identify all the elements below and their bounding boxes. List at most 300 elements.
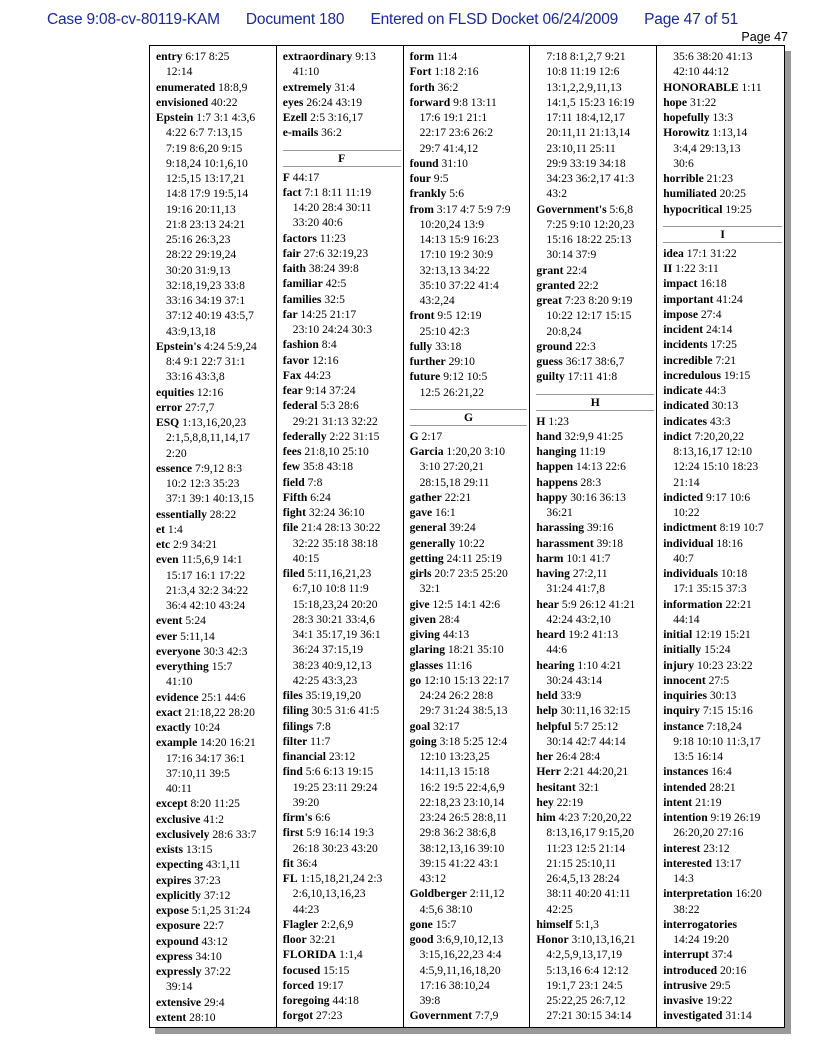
index-entry xyxy=(156,522,273,537)
page-line-references: 42:5 xyxy=(325,277,347,291)
index-term: gather xyxy=(409,490,442,504)
index-term: humiliated xyxy=(663,187,717,201)
index-term: HONORABLE xyxy=(663,80,739,94)
page-line-references: 12:16 xyxy=(312,353,339,367)
index-entry xyxy=(536,536,653,551)
index-term: hope xyxy=(663,95,688,109)
index-entry xyxy=(410,95,527,156)
index-entry xyxy=(536,795,653,810)
page-line-references: 23:12 xyxy=(703,841,730,855)
index-entry xyxy=(536,719,653,750)
index-entry xyxy=(410,520,527,535)
index-entry xyxy=(663,886,781,917)
page-line-references: 21:23 xyxy=(706,172,734,185)
page-line-references: 38:24 39:8 xyxy=(308,262,359,275)
page-line-references: 28:10 xyxy=(189,1010,216,1024)
index-term: intention xyxy=(663,811,708,824)
index-term: Epstein xyxy=(156,111,194,124)
index-entry xyxy=(663,49,781,80)
index-term: held xyxy=(536,689,558,702)
index-entry xyxy=(410,627,527,642)
court-filing-stamp xyxy=(47,11,760,29)
index-entry xyxy=(536,49,653,202)
index-entry xyxy=(536,551,653,566)
index-term: hypocritical xyxy=(663,202,723,216)
index-term: himself xyxy=(536,917,573,931)
index-term: e-mails xyxy=(282,126,319,140)
index-entry xyxy=(283,703,400,718)
page-line-references: 36:4 xyxy=(296,856,318,870)
page-line-references: 30:13 xyxy=(711,399,739,413)
index-term: heard xyxy=(536,628,566,641)
index-entry xyxy=(156,796,273,811)
index-term: financial xyxy=(282,750,326,763)
page-line-references: 16:20 38:22 xyxy=(673,887,762,916)
index-entry xyxy=(156,857,273,872)
index-entry xyxy=(410,734,527,887)
page-line-references: 10:24 xyxy=(193,721,221,734)
index-entry xyxy=(536,293,653,339)
index-entry xyxy=(663,703,781,718)
index-term: intrusive xyxy=(663,978,707,992)
page-line-references: 15:7 xyxy=(435,917,457,931)
index-entry xyxy=(663,125,781,171)
index-term: individual xyxy=(663,536,714,550)
index-entry xyxy=(410,369,527,400)
page-line-references: 1:13,16,20,23 2:1,5,8,8,11,14,17 2:20 xyxy=(166,416,250,460)
page-line-references: 2:22 31:15 xyxy=(329,429,380,443)
index-term: interpretation xyxy=(663,887,733,901)
page-line-references: 19:22 xyxy=(706,994,733,1007)
page-line-references: 21:8,10 25:10 xyxy=(304,445,369,458)
index-term: Fifth xyxy=(282,490,308,504)
index-term: go xyxy=(409,673,422,687)
index-term: foregoing xyxy=(282,994,330,1007)
page-line-references: 1:15,18,21,24 2:3 2:6,10,13,16,23 44:23 xyxy=(292,872,383,916)
index-entry xyxy=(536,597,653,628)
index-entry xyxy=(156,644,273,659)
page-line-references: 1:13,14 3:4,4 29:13,13 30:6 xyxy=(673,126,748,170)
index-entry xyxy=(283,353,400,368)
page-line-references: 44:3 xyxy=(705,384,727,397)
index-term: interest xyxy=(663,841,701,855)
index-entry xyxy=(536,202,653,263)
index-column xyxy=(404,46,531,1027)
index-entry xyxy=(663,978,781,993)
page-line-references: 5:6 xyxy=(449,187,465,201)
index-entry xyxy=(283,231,400,246)
page-line-references: 30:11,16 32:15 xyxy=(560,704,631,718)
index-term: getting xyxy=(409,551,444,565)
index-entry xyxy=(536,917,653,932)
index-term: innocent xyxy=(663,673,706,687)
index-term: filing xyxy=(282,704,309,718)
index-entry xyxy=(663,963,781,978)
index-entry xyxy=(663,627,781,642)
index-entry xyxy=(156,385,273,400)
index-term: equities xyxy=(156,385,195,399)
index-term: indicted xyxy=(663,490,704,504)
index-entry xyxy=(663,780,781,795)
index-term: fear xyxy=(282,384,303,397)
index-entry xyxy=(536,475,653,490)
index-term: et xyxy=(156,522,166,536)
index-term: everyone xyxy=(156,644,201,658)
index-entry xyxy=(156,613,273,628)
case-number: Case 9:08-cv-80119-KAM xyxy=(47,11,220,28)
index-term: introduced xyxy=(663,963,718,977)
index-term: FLORIDA xyxy=(282,948,337,962)
index-term: interrupt xyxy=(663,948,709,962)
index-entry xyxy=(156,110,273,339)
index-term: expressly xyxy=(156,965,202,978)
index-entry xyxy=(156,1010,273,1025)
index-term: giving xyxy=(409,628,440,641)
index-term: error xyxy=(156,400,183,414)
index-entry xyxy=(410,339,527,354)
index-entry xyxy=(410,505,527,520)
index-term: granted xyxy=(536,278,576,292)
page-line-references: 1:20,20 3:10 3:10 27:20,21 28:15,18 29:11 xyxy=(419,445,506,489)
page-line-references: 10:18 17:1 35:15 37:3 xyxy=(673,567,748,596)
page-line-references: 1:22 3:11 xyxy=(675,262,719,275)
index-term: interested xyxy=(663,856,712,870)
index-term: Horowitz xyxy=(663,126,710,140)
index-entry xyxy=(663,947,781,962)
index-term: interrogatories xyxy=(663,917,738,931)
index-entry xyxy=(283,170,400,185)
page-line-references: 27:23 xyxy=(315,1009,343,1023)
page-line-references: 32:9,9 41:25 xyxy=(564,429,624,443)
index-entry xyxy=(663,658,781,673)
page-line-references: 22:2 xyxy=(577,278,599,292)
page-line-references: 22:7 xyxy=(203,919,224,933)
index-entry xyxy=(283,947,400,962)
index-entry xyxy=(283,383,400,398)
page-line-references: 21:4 28:13 30:22 32:22 35:18 38:18 40:15 xyxy=(292,521,381,565)
page-line-references: 3:10,13,16,21 4:2,5,9,13,17,19 5:13,16 6:4 12:12 19:1,7 23:1 24:5 25:22,25 26:7,12 27:21 30:15 34:14 xyxy=(546,933,636,1023)
index-entry xyxy=(156,812,273,827)
index-term: guilty xyxy=(536,370,565,384)
page-line-references: 2:21 44:20,21 xyxy=(563,765,629,779)
index-term: fashion xyxy=(282,338,319,352)
index-entry xyxy=(663,642,781,657)
page-line-references: 14:24 19:20 xyxy=(673,933,729,946)
page-line-references: 24:14 xyxy=(706,323,733,336)
index-term: four xyxy=(409,172,431,185)
index-term: horrible xyxy=(663,172,704,185)
page-line-references: 37:22 39:14 xyxy=(166,965,231,994)
page-line-references: 19:2 41:13 44:6 xyxy=(546,628,619,657)
page-line-references: 1:1,4 xyxy=(339,948,363,962)
page-line-references: 5:24 xyxy=(185,614,206,628)
page-line-references: 9:12 10:5 12:5 26:21,22 xyxy=(419,370,488,399)
index-entry xyxy=(536,263,653,278)
index-term: exclusive xyxy=(156,812,201,826)
index-term: forgot xyxy=(282,1009,314,1023)
index-term: exists xyxy=(156,843,184,856)
index-entry xyxy=(663,520,781,535)
index-term: him xyxy=(536,811,556,824)
index-entry xyxy=(663,490,781,521)
index-entry xyxy=(663,368,781,383)
page-line-references: 28:4 xyxy=(438,612,460,626)
index-term: idea xyxy=(663,246,684,260)
page-line-references: 30:13 xyxy=(709,689,737,702)
index-term: everything xyxy=(156,660,209,673)
index-entry xyxy=(410,612,527,627)
page-line-references: 9:8 13:11 17:6 19:1 21:1 22:17 23:6 26:2 29:7 41:4,12 xyxy=(419,95,497,155)
index-term: exposure xyxy=(156,919,201,933)
page-line-references: 5:3 28:6 29:21 31:13 32:22 xyxy=(292,399,378,428)
page-line-references: 20:7 23:5 25:20 32:1 xyxy=(419,567,508,596)
index-entry xyxy=(156,629,273,644)
index-entry xyxy=(156,339,273,385)
index-term: expires xyxy=(156,873,192,887)
index-entry xyxy=(283,444,400,459)
index-term: expose xyxy=(156,904,189,917)
index-entry xyxy=(283,688,400,703)
index-entry xyxy=(663,856,781,887)
page-line-references: 13:17 14:3 xyxy=(673,856,742,885)
page-line-references: 11:16 xyxy=(446,658,472,672)
index-entry xyxy=(156,49,273,80)
page-line-references: 43:3 xyxy=(709,414,731,428)
index-term: exact xyxy=(156,705,182,719)
page-line-references: 22:21 44:14 xyxy=(673,597,752,626)
page-line-references: 29:10 xyxy=(448,355,475,368)
index-term: few xyxy=(282,460,301,474)
index-term: filter xyxy=(282,734,308,748)
page-line-references: 28:22 xyxy=(209,507,237,521)
index-entry xyxy=(536,444,653,459)
index-term: extent xyxy=(156,1010,187,1024)
page-line-references: 18:8,9 xyxy=(218,80,248,94)
index-term: impose xyxy=(663,307,698,321)
index-entry xyxy=(663,186,781,201)
page-line-references: 27:7,7 xyxy=(185,400,215,414)
index-entry xyxy=(536,339,653,354)
index-entry xyxy=(410,308,527,339)
index-column xyxy=(150,46,277,1027)
index-entry xyxy=(283,978,400,993)
index-term: ESQ xyxy=(156,416,180,429)
index-term: investigated xyxy=(663,1009,723,1023)
page-line-references: 44:23 xyxy=(304,368,331,382)
page-line-references: 26:4 28:4 xyxy=(556,750,601,763)
index-term: FL xyxy=(282,872,298,885)
page-line-references: 30:5 31:6 41:5 xyxy=(311,704,380,718)
index-term: happen xyxy=(536,460,574,474)
index-entry xyxy=(283,810,400,825)
page-line-references: 8:19 10:7 xyxy=(719,521,764,535)
page-line-references: 37:23 xyxy=(194,873,221,887)
page-line-references: 5:11,16,21,23 6:7,10 10:8 11:9 15:18,23,24 20:20 28:3 30:21 33:4,6 34:1 35:17,19 36:1 36:24 37:15,19 38:23 40:9,12,13 42:25 43:3,23 xyxy=(292,567,381,687)
index-entry xyxy=(156,80,273,95)
index-term: going xyxy=(409,734,437,748)
index-entry xyxy=(156,873,273,888)
page-line-references: 19:25 xyxy=(725,202,752,216)
index-term: forced xyxy=(282,978,315,992)
index-term: invasive xyxy=(663,994,704,1007)
page-line-references: 43:12 xyxy=(201,934,228,948)
index-term: further xyxy=(409,355,446,368)
index-entry xyxy=(410,186,527,201)
section-letter-header: F xyxy=(283,150,401,167)
page-line-references: 17:1 31:22 xyxy=(686,246,737,260)
page-line-references: 9:17 10:6 10:22 xyxy=(673,490,751,519)
index-term: indicate xyxy=(663,384,703,397)
index-term: enumerated xyxy=(156,80,216,94)
page-line-references: 36:17 38:6,7 xyxy=(565,355,625,368)
index-entry xyxy=(283,307,400,338)
index-entry xyxy=(156,690,273,705)
page-line-references: 27:4 xyxy=(700,307,722,321)
index-term: Goldberger xyxy=(409,887,467,901)
page-line-references: 5:1,25 31:24 xyxy=(191,904,251,917)
index-term: entry xyxy=(156,50,183,63)
page-line-references: 3:6,9,10,12,13 3:15,16,22,23 4:4 4:5,9,11,16,18,20 17:16 38:10,24 39:8 xyxy=(419,933,504,1007)
index-entry xyxy=(410,202,527,309)
index-entry xyxy=(283,276,400,291)
page-line-references: 12:10 15:13 22:17 24:24 26:2 28:8 29:7 31:24 38:5,13 xyxy=(419,673,510,718)
index-term: fact xyxy=(282,185,302,199)
page-line-references: 37:12 xyxy=(204,888,231,902)
page-line-references: 33:18 xyxy=(435,339,462,353)
page-line-references: 23:12 xyxy=(328,750,356,763)
index-column xyxy=(530,46,657,1027)
index-term: faith xyxy=(282,262,306,275)
index-term: having xyxy=(536,567,570,580)
index-term: fully xyxy=(409,339,433,353)
index-term: individuals xyxy=(663,567,718,580)
index-entry xyxy=(663,307,781,322)
page-line-references: 8:4 xyxy=(321,338,337,352)
index-entry xyxy=(156,934,273,949)
index-entry xyxy=(536,780,653,795)
index-entry xyxy=(410,917,527,932)
page-line-references: 5:9 26:12 41:21 42:24 43:2,10 xyxy=(546,597,636,626)
page-line-references: 10:1 41:7 xyxy=(566,551,611,565)
index-entry xyxy=(536,749,653,764)
page-label: Page 47 xyxy=(741,30,788,44)
page-line-references: 21:19 xyxy=(695,795,722,809)
index-term: indicates xyxy=(663,414,707,428)
index-entry xyxy=(410,171,527,186)
index-entry xyxy=(663,276,781,291)
page-line-references: 5:9 16:14 19:3 26:18 30:23 43:20 xyxy=(292,826,378,855)
index-term: hear xyxy=(536,597,559,611)
index-entry xyxy=(410,80,527,95)
page-line-references: 39:18 xyxy=(596,536,624,550)
index-term: grant xyxy=(536,263,564,277)
index-term: incredulous xyxy=(663,368,721,382)
index-term: injury xyxy=(663,658,695,672)
index-entry xyxy=(410,490,527,505)
index-term: help xyxy=(536,704,558,718)
index-term: Ezell xyxy=(282,111,308,124)
index-term: front xyxy=(409,309,435,323)
index-entry xyxy=(156,842,273,857)
index-term: find xyxy=(282,765,303,779)
index-term: Herr xyxy=(536,765,561,779)
page-line-references: 36:2 xyxy=(321,126,342,140)
page-line-references: 9:14 37:24 xyxy=(305,384,356,397)
index-entry xyxy=(663,429,781,490)
index-term: fight xyxy=(282,506,306,519)
index-entry xyxy=(156,461,273,507)
index-entry xyxy=(283,963,400,978)
index-term: her xyxy=(536,750,554,763)
index-term: intent xyxy=(663,795,693,809)
page-line-references: 31:22 xyxy=(689,95,717,109)
index-term: explicitly xyxy=(156,888,202,902)
page-line-references: 33:9 xyxy=(560,689,582,702)
index-term: good xyxy=(409,933,434,946)
index-entry xyxy=(663,536,781,567)
page-line-references: 25:1 44:6 xyxy=(201,690,246,704)
index-term: express xyxy=(156,949,193,963)
page-line-references: 18:21 35:10 xyxy=(447,643,504,657)
index-term: familiar xyxy=(282,277,323,291)
index-entry xyxy=(283,459,400,474)
index-term: initially xyxy=(663,643,702,657)
page-line-references: 11:19 xyxy=(579,445,606,458)
page-line-references: 39:16 xyxy=(586,521,614,535)
page-line-references: 7:15 15:16 xyxy=(702,704,753,718)
index-entry xyxy=(410,658,527,673)
index-column xyxy=(277,46,404,1027)
index-term: Garcia xyxy=(409,445,444,458)
page-line-references: 7:7,9 xyxy=(474,1009,499,1023)
page-line-references: 28:21 xyxy=(709,780,736,794)
index-term: first xyxy=(282,826,304,840)
index-term: evidence xyxy=(156,690,199,704)
index-term: except xyxy=(156,797,188,811)
index-term: forth xyxy=(409,80,435,94)
index-term: instance xyxy=(663,719,704,733)
index-term: federal xyxy=(282,399,318,413)
page-line-references: 15:15 xyxy=(323,963,350,977)
index-term: F xyxy=(282,170,290,184)
page-line-references: 17:11 41:8 xyxy=(567,370,618,384)
index-term: Honor xyxy=(536,933,569,946)
page-line-references: 9:5 xyxy=(433,172,449,185)
index-entry xyxy=(663,246,781,261)
page-line-references: 4:24 5:9,24 8:4 9:1 22:7 31:1 33:16 43:3,8 xyxy=(166,339,257,384)
index-entry xyxy=(663,810,781,841)
page-line-references: 12:16 xyxy=(196,385,224,399)
page-line-references: 11:23 xyxy=(319,231,346,245)
docket-entry-date: Entered on FLSD Docket 06/24/2009 xyxy=(370,11,619,28)
index-term: filed xyxy=(282,567,305,580)
index-term: fit xyxy=(282,856,294,870)
index-term: indict xyxy=(663,429,692,443)
index-entry xyxy=(663,719,781,765)
index-term: essence xyxy=(156,461,193,475)
page-line-references: 34:10 xyxy=(195,949,222,963)
index-entry xyxy=(663,95,781,110)
index-term: future xyxy=(409,370,441,384)
index-entry xyxy=(283,856,400,871)
index-term: harm xyxy=(536,551,564,565)
index-term: even xyxy=(156,553,179,567)
index-term: G xyxy=(409,429,419,443)
index-term: eyes xyxy=(282,95,304,109)
page-line-references: 9:13 41:10 xyxy=(292,50,376,79)
page-line-references: 15:7 41:10 xyxy=(166,660,233,689)
index-entry xyxy=(536,354,653,369)
